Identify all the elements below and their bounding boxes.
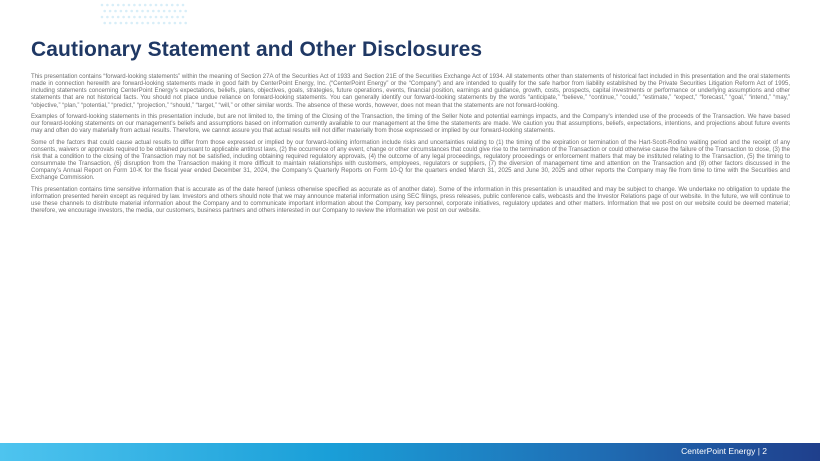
decorative-dot <box>157 22 160 25</box>
decorative-dot <box>112 16 115 19</box>
decorative-dot <box>122 4 125 7</box>
decorative-dot <box>120 10 123 13</box>
decorative-dot <box>182 16 185 19</box>
paragraph-forward-looking: This presentation contains “forward-looking statements” within the meaning of Section 27A of the Securities Act of 1933 and Section 21E of the Securities Exchange Act of 1934. All statements other than statements of historical fact included in this presentation and the oral statements made in connection herewith are forward-looking statements made in good faith by CenterPoint Energy, Inc. (“CenterPoint Energy” or the “Company”) and are intended to qualify for the safe harbor from liability established by the Private Securities Litigation Reform Act of 1995, including statements concerning CenterPoint Energy’s expectations, beliefs, plans, objectives, goals, strategies, future operations, events, financial position, earnings and guidance, growth, costs, prospects, capital investments or performance or underlying assumptions and other statements that are not historical facts. You should not place undue reliance on forward-looking statements. You can generally identify our forward-looking statements by the words “anticipate,” “believe,” “continue,” “could,” “estimate,” “expect,” “forecast,” “goal,” “intend,” “may,” “objective,” “plan,” “potential,” “predict,” “projection,” “should,” “target,” “will,” or other similar words. The absence of these words, however, does not mean that the statements are not forward-looking. <box>31 74 790 109</box>
decorative-dot <box>106 16 109 19</box>
decorative-dot <box>133 16 136 19</box>
paragraph-time-sensitive: This presentation contains time sensitive information that is accurate as of the date hereof (unless otherwise specified as accurate as of another date). Some of the information in this presentation is unaudited and may be subject to change. We undertake no obligation to update the information presented herein except as required by law. Investors and others should note that we may announce material information using SEC filings, press releases, public conference calls, webcasts and the Investor Relations page of our website. In the future, we will continue to use these channels to distribute material information about the Company and to communicate important information about the Company, key personnel, corporate initiatives, regulatory updates and other matters. Information that we post on our website could be deemed material; therefore, we encourage investors, the media, our customers, business partners and others interested in our Company to review the information we post on our website. <box>31 186 790 215</box>
decorative-dot <box>141 22 144 25</box>
decorative-dot <box>174 22 177 25</box>
decorative-dot <box>184 22 187 25</box>
decorative-dot <box>130 22 133 25</box>
paragraph-examples: Examples of forward-looking statements in this presentation include, but are not limited to, the timing of the Closing of the Transaction, the timing of the Seller Note and potential earnings impacts, and the Company’s intended use of the proceeds of the Transaction. We have based our forward-looking statements on our management’s beliefs and assumptions based on information currently available to our management at the time the statements are made. We caution you that assumptions, beliefs, expectations, intentions, and projections about future events may and often do vary materially from actual results. Therefore, we cannot assure you that actual results will not differ materially from those expressed or implied by our forward-looking statements. <box>31 113 790 135</box>
decorative-dot <box>125 10 128 13</box>
decorative-dot <box>182 4 185 7</box>
decorative-dot <box>101 16 104 19</box>
decorative-dot <box>160 16 163 19</box>
decorative-dot-pattern <box>0 0 190 30</box>
decorative-dot <box>122 16 125 19</box>
decorative-dot <box>174 10 177 13</box>
decorative-dot <box>147 10 150 13</box>
decorative-dot <box>109 10 112 13</box>
decorative-dot <box>149 4 152 7</box>
decorative-dot <box>114 10 117 13</box>
decorative-dot <box>133 4 136 7</box>
decorative-dot <box>149 16 152 19</box>
decorative-dot <box>117 16 120 19</box>
decorative-dot <box>155 16 158 19</box>
decorative-dot <box>106 4 109 7</box>
decorative-dot <box>163 22 166 25</box>
decorative-dot <box>144 16 147 19</box>
decorative-dot <box>114 22 117 25</box>
decorative-dot <box>171 4 174 7</box>
decorative-dot <box>136 10 139 13</box>
decorative-dot <box>125 22 128 25</box>
decorative-dot <box>128 4 131 7</box>
footer-company-page-number: CenterPoint Energy | 2 <box>681 446 767 456</box>
decorative-dot <box>109 22 112 25</box>
decorative-dot <box>128 16 131 19</box>
decorative-dot <box>112 4 115 7</box>
disclaimer-body <box>31 74 790 220</box>
decorative-dot <box>139 16 142 19</box>
decorative-dot <box>120 22 123 25</box>
decorative-dot <box>184 10 187 13</box>
decorative-dot <box>117 4 120 7</box>
decorative-dot <box>139 4 142 7</box>
decorative-dot <box>179 22 182 25</box>
decorative-dot <box>179 10 182 13</box>
page-title: Cautionary Statement and Other Disclosures <box>31 38 483 61</box>
decorative-dot <box>176 4 179 7</box>
decorative-dot <box>152 10 155 13</box>
decorative-dot <box>171 16 174 19</box>
decorative-dot <box>160 4 163 7</box>
decorative-dot <box>166 4 169 7</box>
decorative-dot <box>168 10 171 13</box>
decorative-dot <box>103 22 106 25</box>
decorative-dot <box>176 16 179 19</box>
decorative-dot <box>168 22 171 25</box>
paragraph-risk-factors: Some of the factors that could cause actual results to differ from those expressed or implied by our forward-looking information include risks and uncertainties relating to (1) the timing of the expiration or termination of the Hart-Scott-Rodino waiting period and the receipt of any consents, waivers or approvals required to be obtained pursuant to applicable antitrust laws, (2) the occurrence of any event, change or other circumstances that could give rise to the termination of the Transaction or could otherwise cause the failure of the Transaction to close, (3) the risk that a condition to the closing of the Transaction may not be satisfied, including obtaining required regulatory approvals, (4) the outcome of any legal proceedings, regulatory proceedings or enforcement matters that may be instituted relating to the Transaction, (5) the timing to consummate the Transaction, (6) disruption from the Transaction making it more difficult to maintain relationships with customers, employees, regulators or suppliers, (7) the diversion of management time and attention on the Transaction and (8) other factors discussed in the Company’s Annual Report on Form 10-K for the fiscal year ended December 31, 2024, the Company’s Quarterly Reports on Form 10-Q for the quarters ended March 31, 2025 and June 30, 2025 and other reports the Company may file from time to time with the Securities and Exchange Commission. <box>31 139 790 182</box>
decorative-dot <box>163 10 166 13</box>
decorative-dot <box>155 4 158 7</box>
decorative-dot <box>101 4 104 7</box>
decorative-dot <box>166 16 169 19</box>
decorative-dot <box>136 22 139 25</box>
decorative-dot <box>103 10 106 13</box>
decorative-dot <box>144 4 147 7</box>
decorative-dot <box>152 22 155 25</box>
decorative-dot <box>130 10 133 13</box>
decorative-dot <box>157 10 160 13</box>
decorative-dot <box>141 10 144 13</box>
decorative-dot <box>147 22 150 25</box>
